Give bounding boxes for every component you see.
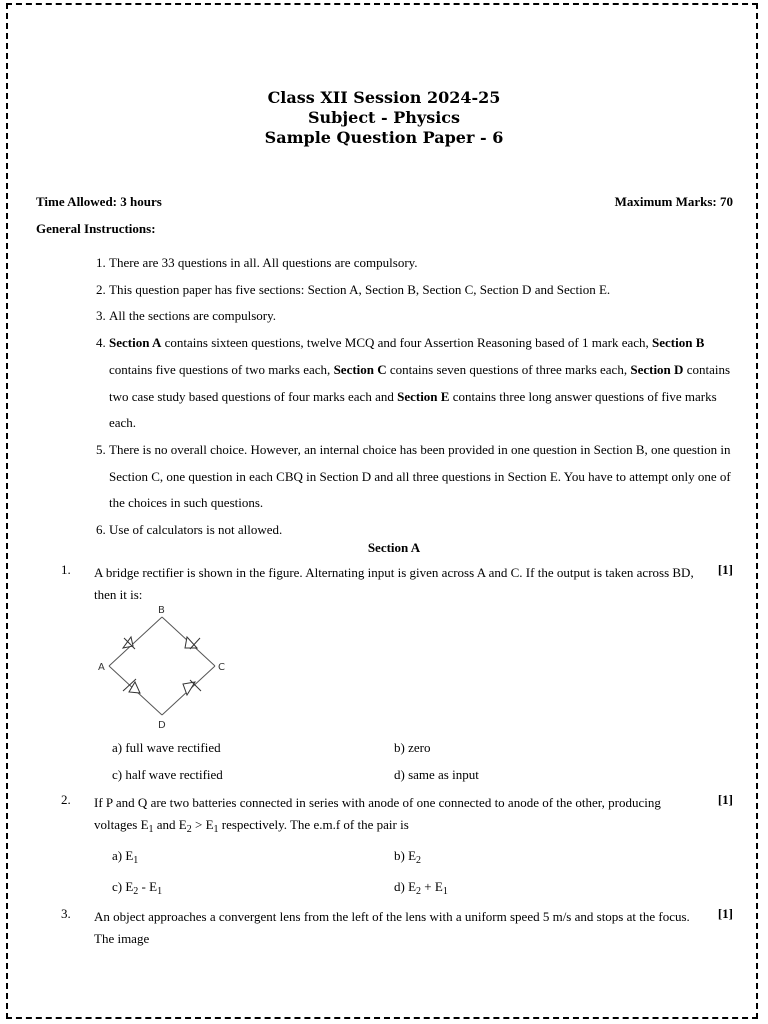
bridge-rectifier-diagram (95, 602, 230, 730)
question-text: An object approaches a convergent lens from the left of the lens with a uniform speed 5 m/s and stops at the focus. The image (94, 909, 690, 946)
section-a-ref: Section A (109, 335, 162, 351)
question-number: 1. (61, 562, 71, 577)
question-marks: [1] (717, 562, 733, 577)
instruction-item: 3. All the sections are compulsory. (96, 308, 277, 324)
option-c: c) $E_2 - E_1$ (112, 879, 163, 897)
section-c-ref: Section C (333, 361, 387, 377)
instruction-item: 2. This question paper has five sections: Section A, Section B, Section C, Section D and Section E. (96, 281, 611, 297)
title-subject: Subject - Physics (307, 108, 461, 127)
node-label-b: B (158, 605, 165, 616)
general-instructions-label: General Instructions: (36, 221, 156, 236)
node-label-a: A (98, 662, 105, 673)
paper-title (0, 88, 768, 148)
meta-row (36, 194, 733, 210)
title-class-session: Class XII Session 2024-25 (267, 88, 501, 107)
question-marks: [1] (717, 906, 733, 921)
question-text: A bridge rectifier is shown in the figure. Alternating input is given across A and C. If the output is taken across BD, then it is: (94, 565, 694, 602)
diode-icon (185, 637, 197, 648)
question-text: If P and Q are two batteries connected in series with anode of one connected to anode of the other, producing voltages $E_1$ and $E_2 > E_1$ respectively. The e.m.f of the pair is (94, 795, 661, 835)
instruction-item: 1. There are 33 questions in all. All questions are compulsory. (96, 255, 418, 270)
question-number: 2. (61, 792, 71, 807)
option-d: d) $E_2 + E_1$ (394, 879, 448, 897)
section-d-ref: Section D (630, 361, 684, 377)
instruction-item: 6. Use of calculators is not allowed. (96, 522, 283, 538)
maximum-marks: Maximum Marks: 70 (614, 194, 733, 209)
option-a: a) $E_1$ (112, 848, 139, 866)
time-allowed: Time Allowed: 3 hours (36, 194, 162, 209)
node-label-c: C (218, 662, 225, 673)
diode-icon (183, 682, 195, 695)
option-c: c) half wave rectified (112, 767, 223, 782)
option-b: b) $E_2$ (394, 848, 422, 866)
instruction-item: 5. There is no overall choice. However, an internal choice has been provided in one question in Section B, one question in Section C, one question in each CBQ in Section D and all three questions in Section E. You have to attempt only one of the choices in such questions. (96, 441, 731, 511)
option-a: a) full wave rectified (112, 740, 221, 755)
section-a-heading: Section A (367, 540, 421, 555)
instructions-list (96, 250, 736, 544)
node-label-d: D (158, 720, 166, 730)
option-d: d) same as input (394, 767, 479, 782)
option-b: b) zero (394, 740, 431, 755)
title-paper: Sample Question Paper - 6 (264, 128, 504, 147)
section-b-ref: Section B (652, 335, 705, 351)
question-number: 3. (61, 906, 71, 921)
instruction-item: 4. Section A contains sixteen questions, twelve MCQ and four Assertion Reasoning based of 1 mark each, Section B contains five questions of two marks each, Section C contains seven questions of three marks each, Section D contains two case study based questions of four marks each and Section E contains three long answer questions of five marks each. (96, 335, 731, 431)
section-e-ref: Section E (397, 388, 450, 404)
question-marks: [1] (717, 792, 733, 807)
